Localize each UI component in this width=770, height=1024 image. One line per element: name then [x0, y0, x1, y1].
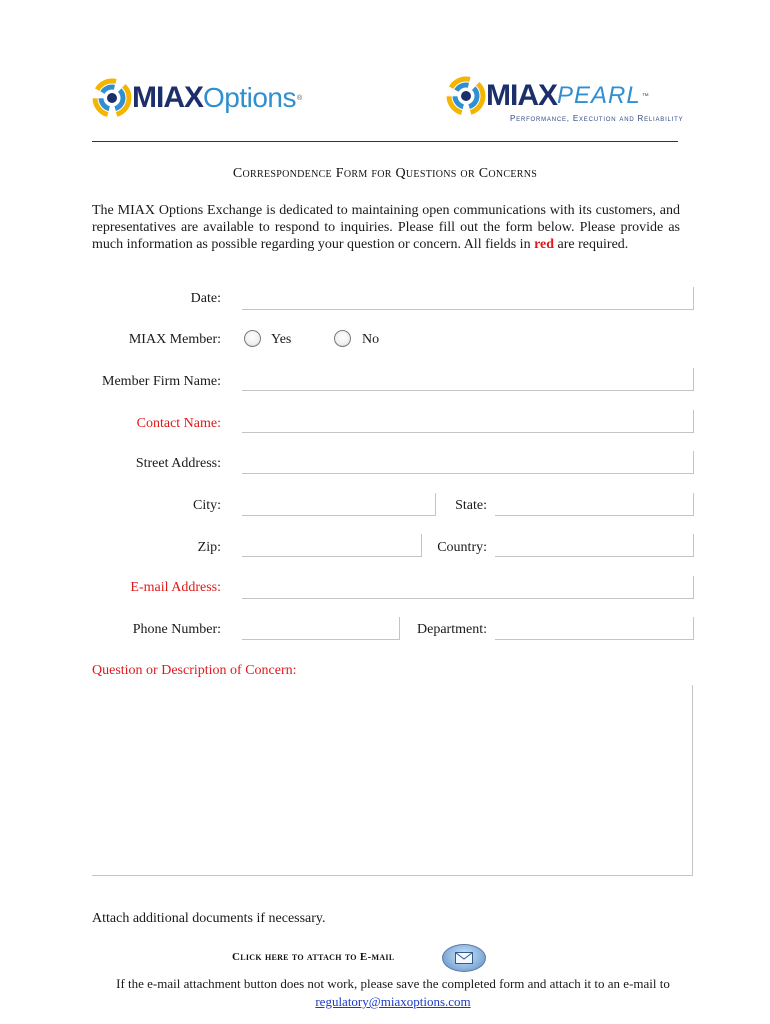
intro-paragraph — [92, 202, 680, 253]
city-label: City: — [192, 498, 221, 513]
attach-note: Attach additional documents if necessary. — [92, 911, 326, 926]
logo-right-mark: ™ — [641, 92, 649, 100]
phone-number-field[interactable] — [242, 617, 400, 640]
click-here-label: Click here to attach to E-mail — [232, 951, 395, 963]
street-label: Street Address: — [135, 456, 221, 471]
state-label: State: — [455, 498, 487, 513]
logo-right-bold: MIAX — [486, 79, 557, 112]
logo-tagline: Performance, Execution and Reliability — [510, 114, 684, 123]
intro-text-after: are required. — [554, 237, 629, 252]
attach-email-button[interactable] — [442, 944, 486, 972]
email-label: E-mail Address: — [130, 580, 221, 595]
country-label: Country: — [437, 540, 487, 555]
email-link-container — [0, 994, 770, 1010]
member-yes-label: Yes — [271, 332, 292, 347]
logo-left-bold: MIAX — [132, 81, 203, 114]
header-divider — [92, 141, 678, 142]
firm-label: Member Firm Name: — [102, 374, 221, 389]
member-yes-radio[interactable] — [244, 330, 261, 347]
fallback-note: If the e-mail attachment button does not work, please save the completed form and attach it to an e-mail to — [116, 976, 670, 991]
member-no-radio[interactable] — [334, 330, 351, 347]
department-label: Department: — [417, 622, 487, 637]
logo-left-mark: ® — [297, 94, 303, 102]
department-field[interactable] — [495, 617, 694, 640]
email-address-field[interactable] — [242, 576, 694, 599]
intro-red-word: red — [534, 237, 555, 252]
logo-left-light: Options — [203, 82, 296, 113]
member-label: MIAX Member: — [128, 332, 221, 347]
firm-name-field[interactable] — [242, 368, 694, 391]
miax-swirl-icon — [92, 78, 132, 118]
form-title: Correspondence Form for Questions or Concerns — [232, 166, 538, 181]
zip-field[interactable] — [242, 534, 422, 557]
miax-swirl-icon — [446, 76, 486, 116]
state-field[interactable] — [495, 493, 694, 516]
question-textarea[interactable] — [92, 685, 693, 876]
logo-right-light: PEARL — [557, 82, 641, 109]
miax-options-logo — [92, 78, 302, 118]
regulatory-email-link[interactable]: regulatory@miaxoptions.com — [315, 994, 471, 1009]
city-field[interactable] — [242, 493, 436, 516]
contact-name-field[interactable] — [242, 410, 694, 433]
country-field[interactable] — [495, 534, 694, 557]
street-address-field[interactable] — [242, 451, 694, 474]
zip-label: Zip: — [197, 540, 221, 555]
intro-text-before: The MIAX Options Exchange is dedicated to maintaining open communications with its customers, and representatives are available to respond to inquiries. Please fill out the form below. Please provide as much information as possible regarding your question or concern. All fields in — [92, 203, 680, 252]
email-envelope-icon — [455, 952, 473, 964]
contact-label: Contact Name: — [136, 416, 221, 431]
date-label: Date: — [190, 291, 221, 306]
phone-label: Phone Number: — [132, 622, 221, 637]
date-field[interactable] — [242, 287, 694, 310]
question-label: Question or Description of Concern: — [92, 663, 297, 678]
member-no-label: No — [362, 332, 380, 347]
miax-pearl-logo — [446, 76, 649, 116]
